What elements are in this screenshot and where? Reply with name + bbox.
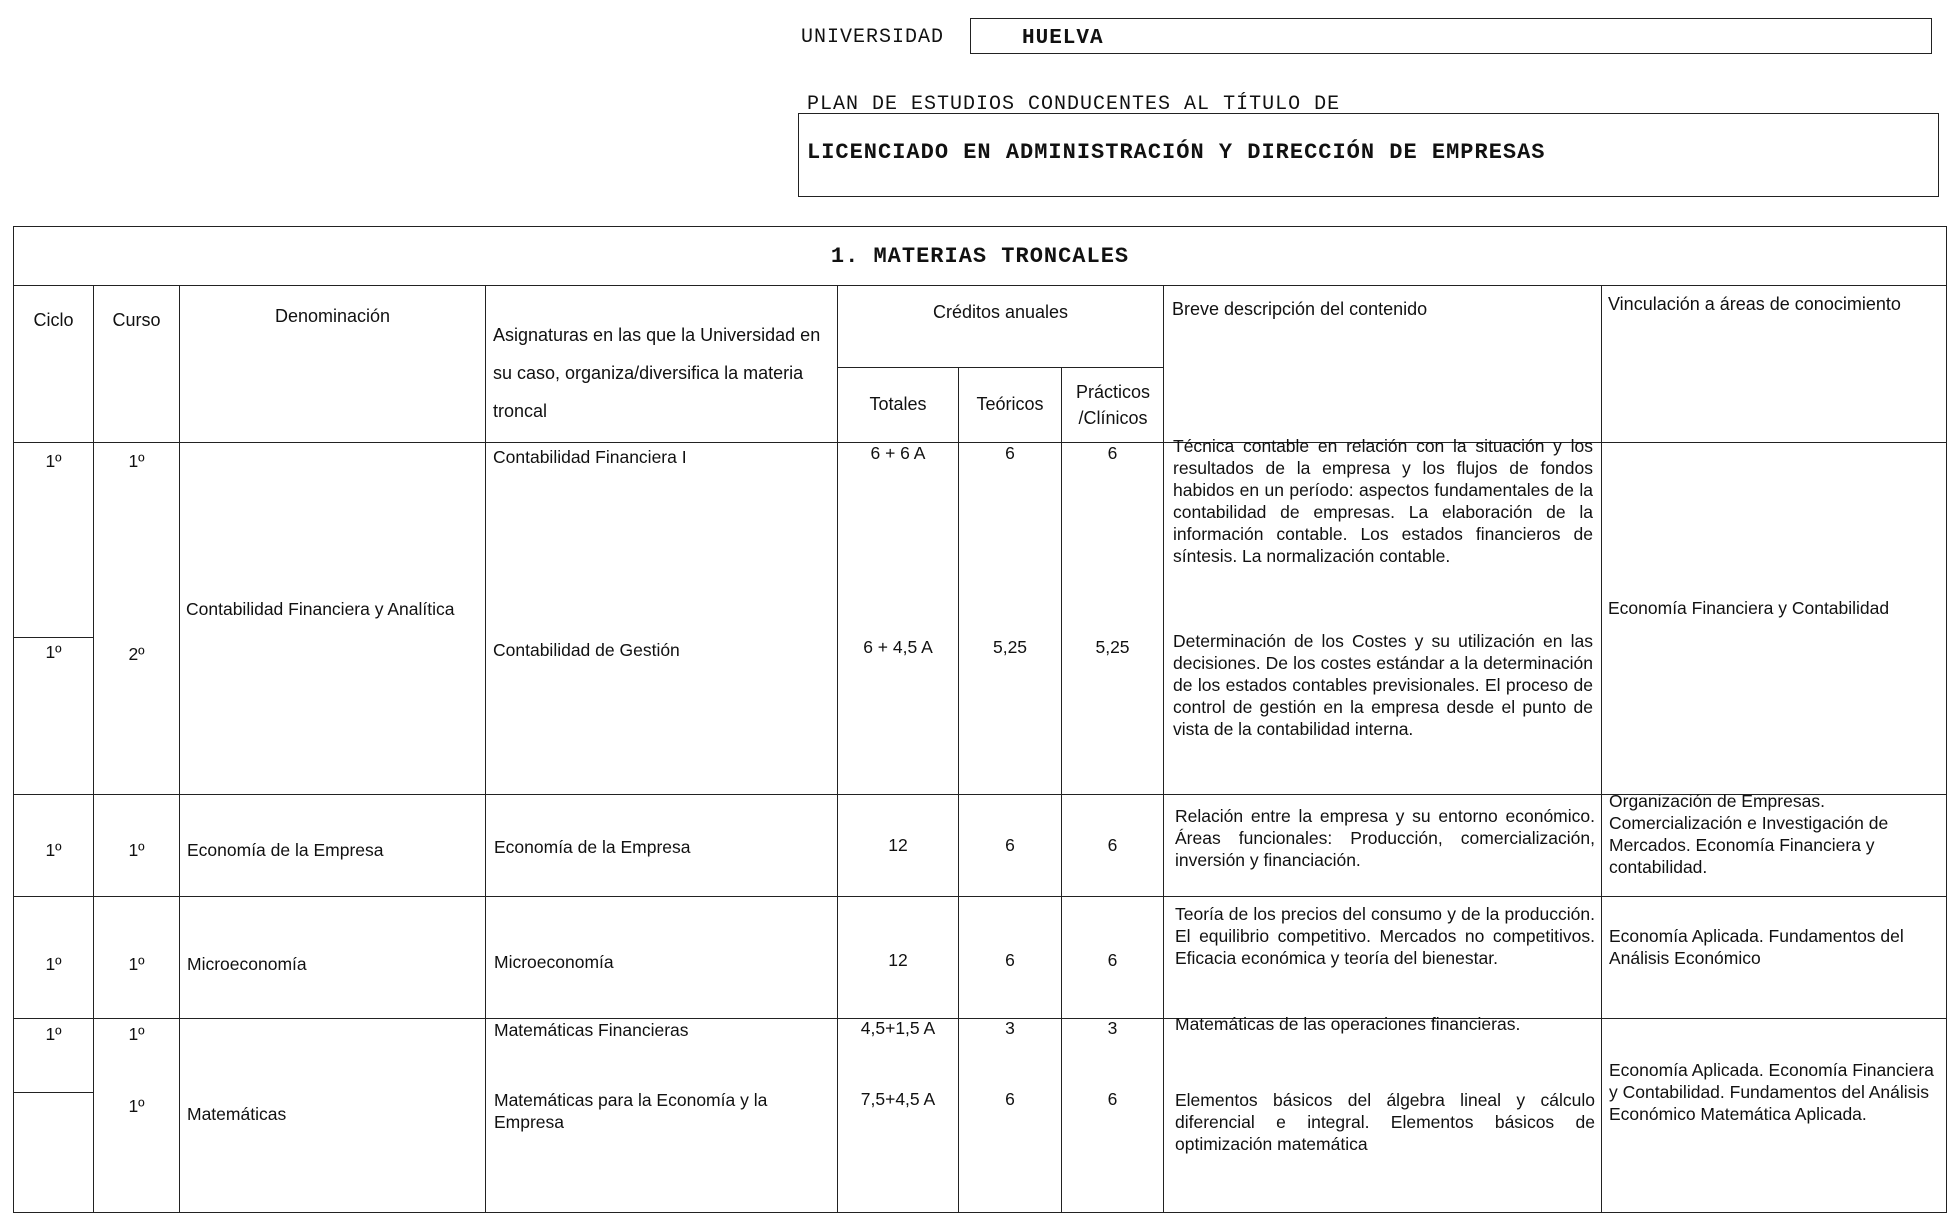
practicos-cell: 6 [1107,950,1118,970]
teoricos-cell: 6 [1005,835,1015,855]
header-ciclo: Ciclo [33,310,74,330]
column-divider [485,285,486,1212]
column-divider [958,367,959,1212]
totales-cell: 4,5+1,5 A [860,1018,936,1038]
totales-cell: 6 + 4,5 A [863,637,933,657]
column-divider [93,285,94,1212]
header-curso: Curso [112,310,161,330]
vinculacion-cell: Economía Aplicada. Fundamentos del Análisis Económico [1609,926,1904,968]
asignatura-cell: Microeconomía [494,952,614,972]
practicos-cell: 6 [1107,1089,1118,1109]
row-divider [14,637,93,638]
denominacion-cell: Microeconomía [187,954,307,974]
asignatura-cell: Matemáticas Financieras [494,1020,689,1040]
column-divider [1061,367,1062,1212]
teoricos-cell: 3 [1005,1018,1015,1038]
asignatura-cell: Matemáticas para la Economía y la Empresa [494,1090,768,1132]
ciclo-cell: 1º [45,451,62,471]
header-asignaturas: Asignaturas en las que la Universidad en su caso, organiza/diversifica la materia troncal [493,325,821,421]
asignatura-cell: Economía de la Empresa [494,837,691,857]
row-divider [838,367,1163,368]
denominacion-cell: Matemáticas [187,1104,287,1124]
teoricos-cell: 5,25 [992,637,1028,657]
column-divider [179,285,180,1212]
university-value: HUELVA [1022,27,1104,50]
column-divider [837,285,838,1212]
university-label: UNIVERSIDAD [801,26,945,49]
header-denominacion: Denominación [274,306,391,326]
vinculacion-cell: Economía Financiera y Contabilidad [1608,598,1890,618]
denominacion-cell: Economía de la Empresa [187,840,384,860]
totales-cell: 12 [888,835,908,855]
plan-label: PLAN DE ESTUDIOS CONDUCENTES AL TÍTULO DE [807,93,1341,116]
descripcion-cell: Determinación de los Costes y su utilización en las decisiones. De los costes estándar a la determinación de los estados contables previsionales. El proceso de control de gestión en la empresa desde el punto de vista de la contabilidad interna. [1173,631,1593,739]
denominacion-cell: Contabilidad Financiera y Analítica [186,599,455,619]
curso-cell: 2º [128,644,145,664]
curso-cell: 1º [128,1024,145,1044]
materias-troncales-table [13,226,1947,1213]
descripcion-cell: Elementos básicos del álgebra lineal y cálculo diferencial e integral. Elementos básicos de optimización matemática [1175,1090,1595,1154]
header-practicos: Prácticos /Clínicos [1075,382,1151,428]
practicos-cell: 6 [1107,835,1118,855]
curso-cell: 1º [128,451,145,471]
column-divider [1601,285,1602,1212]
descripcion-cell: Técnica contable en relación con la situación y los resultados de la empresa y los flujos de fondos habidos en un período: aspectos fundamentales de la contabilidad de empresas. La elaboración de la información contable. Los estados financieros de síntesis. La normalización contable. [1173,436,1593,566]
asignatura-cell: Contabilidad Financiera I [493,447,687,467]
teoricos-cell: 6 [1005,1089,1015,1109]
descripcion-cell: Matemáticas de las operaciones financieras. [1175,1014,1521,1034]
totales-cell: 6 + 6 A [870,443,926,463]
practicos-cell: 3 [1107,1018,1118,1038]
curso-cell: 1º [128,954,145,974]
practicos-cell: 6 [1107,443,1118,463]
teoricos-cell: 6 [1005,950,1015,970]
header-creditos: Créditos anuales [932,302,1069,322]
university-field [970,18,1932,54]
curso-cell: 1º [128,840,145,860]
header-teoricos: Teóricos [976,394,1044,414]
curso-cell: 1º [128,1096,145,1116]
header-descripcion: Breve descripción del contenido [1172,299,1428,319]
ciclo-cell: 1º [45,642,62,662]
practicos-cell: 5,25 [1095,637,1130,657]
ciclo-cell: 1º [45,1024,62,1044]
header-vinculacion: Vinculación a áreas de conocimiento [1608,294,1901,314]
row-divider [14,1092,93,1093]
header-totales: Totales [869,394,927,414]
descripcion-cell: Teoría de los precios del consumo y de la producción. El equilibrio competitivo. Mercados no competitivos. Eficacia económica y teoría del bienestar. [1175,904,1595,968]
descripcion-cell: Relación entre la empresa y su entorno económico. Áreas funcionales: Producción, comercialización, inversión y financiación. [1175,806,1595,870]
row-divider [14,896,1946,897]
vinculacion-cell: Economía Aplicada. Economía Financiera y Contabilidad. Fundamentos del Análisis Económico Matemática Aplicada. [1609,1060,1934,1124]
vinculacion-cell: Organización de Empresas. Comercialización e Investigación de Mercados. Economía Financiera y contabilidad. [1609,791,1889,877]
totales-cell: 12 [888,950,908,970]
degree-title: LICENCIADO EN ADMINISTRACIÓN Y DIRECCIÓN DE EMPRESAS [807,140,1546,165]
column-divider [1163,285,1164,1212]
ciclo-cell: 1º [45,840,62,860]
teoricos-cell: 6 [1005,443,1015,463]
section-title: 1. MATERIAS TRONCALES [14,227,1946,286]
ciclo-cell: 1º [45,954,62,974]
asignatura-cell: Contabilidad de Gestión [493,640,680,660]
totales-cell: 7,5+4,5 A [860,1089,936,1109]
